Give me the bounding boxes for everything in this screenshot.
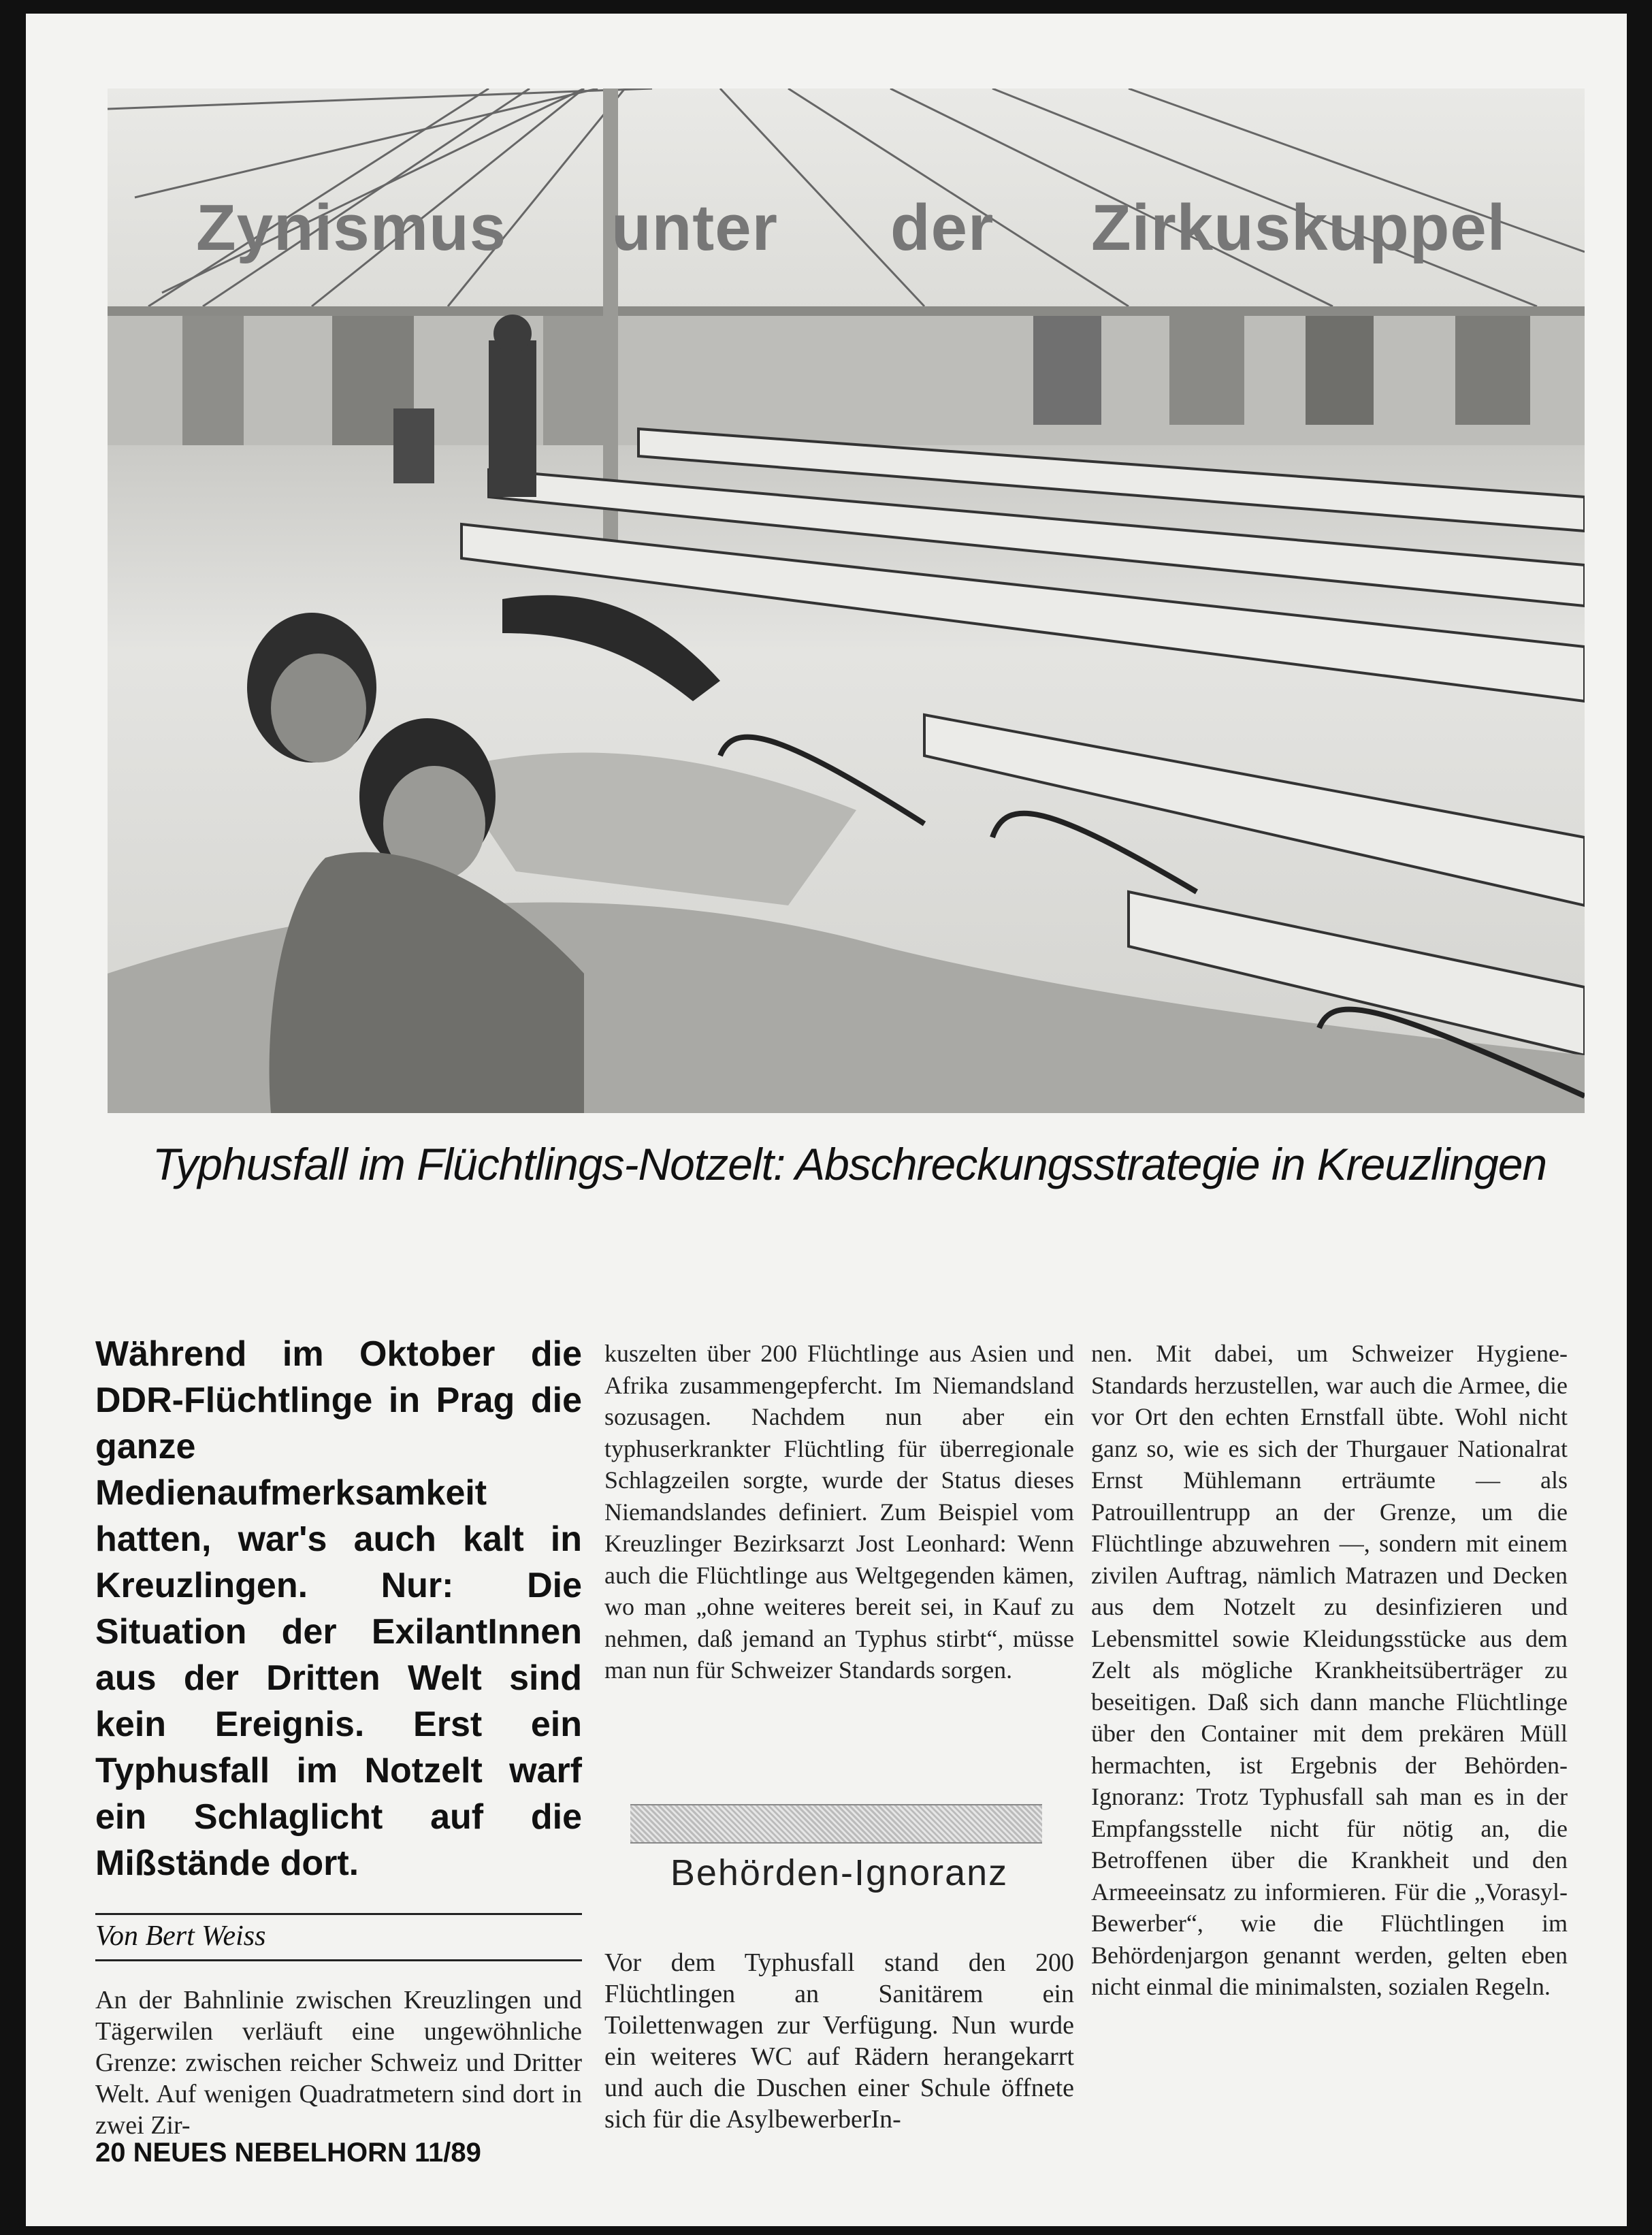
headline-word-4: Zirkuskuppel xyxy=(1091,191,1506,264)
byline-rule-bottom xyxy=(95,1959,582,1961)
canopy-edge xyxy=(108,306,1585,316)
magazine-page xyxy=(26,14,1627,2226)
author-byline: Von Bert Weiss xyxy=(95,1920,266,1952)
headline-word-2: unter xyxy=(611,191,778,264)
headline xyxy=(108,191,1585,272)
subhead: Behörden-Ignoranz xyxy=(670,1852,1009,1893)
lead-paragraph: Während im Oktober die DDR-Flüchtlinge in Prag die ganze Medienaufmerksamkeit hatten, war's auch kalt in Kreuzlingen. Nur: Die Situation der ExilantInnen aus der Dritten Welt sind kein Ereignis. Erst ein Typhusfall im Notzelt warf ein Schlaglicht auf die Mißstände dort. xyxy=(95,1334,582,1883)
article-column-2: kuszelten über 200 Flüchtlinge aus Asien und Afrika zusammengepfercht. Im Niemandsland sozusagen. Nachdem nun aber ein typhuserkrankter Flüchtling für überregionale Schlagzeilen sorgte, wurde der Status dieses Niemandslandes definiert. Zum Beispiel vom Kreuzlinger Bezirksarzt Jost Leonhard: Wenn auch die Flüchtlinge aus Weltgegenden kämen, wo man „ohne weiteres bereit sei, in Kauf zu nehmen, daß jemand an Typhus stirbt“, müsse man nun für Schweizer Standards sorgen. xyxy=(604,1340,1074,1684)
article-column-1: An der Bahnlinie zwischen Kreuzlingen und Tägerwilen verläuft eine ungewöhnliche Grenze: zwischen reicher Schweiz und Dritter Welt. Auf wenigen Quadratmetern sind dort in zwei Zir- xyxy=(95,1986,582,2140)
page-footer: 20 NEUES NEBELHORN 11/89 xyxy=(95,2138,481,2168)
photo-caption: Typhusfall im Flüchtlings-Notzelt: Abschreckungsstrategie in Kreuzlingen xyxy=(152,1139,1547,1189)
article-column-2-continued: Vor dem Typhusfall stand den 200 Flüchtlingen an Sanitärem ein Toilettenwagen zur Verfügung. Nun wurde ein weiteres WC auf Rädern herangekarrt und auch die Duschen einer Schule öffnete sich für die AsylbewerberIn- xyxy=(604,1948,1074,2134)
headline-word-3: der xyxy=(890,191,994,264)
refugee-tent-photo xyxy=(108,89,1585,1113)
article-column-3: nen. Mit dabei, um Schweizer Hygiene-Standards herzustellen, war auch die Armee, die vor Ort den echten Ernstfall übte. Wohl nicht ganz so, wie es sich der Thurgauer Nationalrat Ernst Mühlemann erträumte — als Patrouillentrupp an der Grenze, um die Flüchtlinge abzuwehren —, sondern mit einem zivilen Auftrag, nämlich Matrazen und Decken aus dem Notzelt zu desinfizieren und Lebensmittel sowie Kleidungsstücke aus dem Zelt als mögliche Krankheitsüberträger zu beseitigen. Daß sich dann manche Flüchtlinge über den Container mit dem prekären Müll hermachten, ist Ergebnis der Behörden-Ignoranz: Trotz Typhusfall sah man es in der Empfangsstelle nicht für nötig an, die Betroffenen über die Krankheit und den Armeeeinsatz zu informieren. Für die „Vorasyl-Bewerber“, wie die Flüchtlingen im Behördenjargon genannt werden, gelten eben nicht einmal die minimalsten, sozialen Regeln. xyxy=(1091,1340,1568,2000)
subhead-decoration xyxy=(630,1804,1042,1844)
tent-wall xyxy=(108,316,1585,445)
byline-rule-top xyxy=(95,1913,582,1915)
headline-word-1: Zynismus xyxy=(196,191,507,264)
